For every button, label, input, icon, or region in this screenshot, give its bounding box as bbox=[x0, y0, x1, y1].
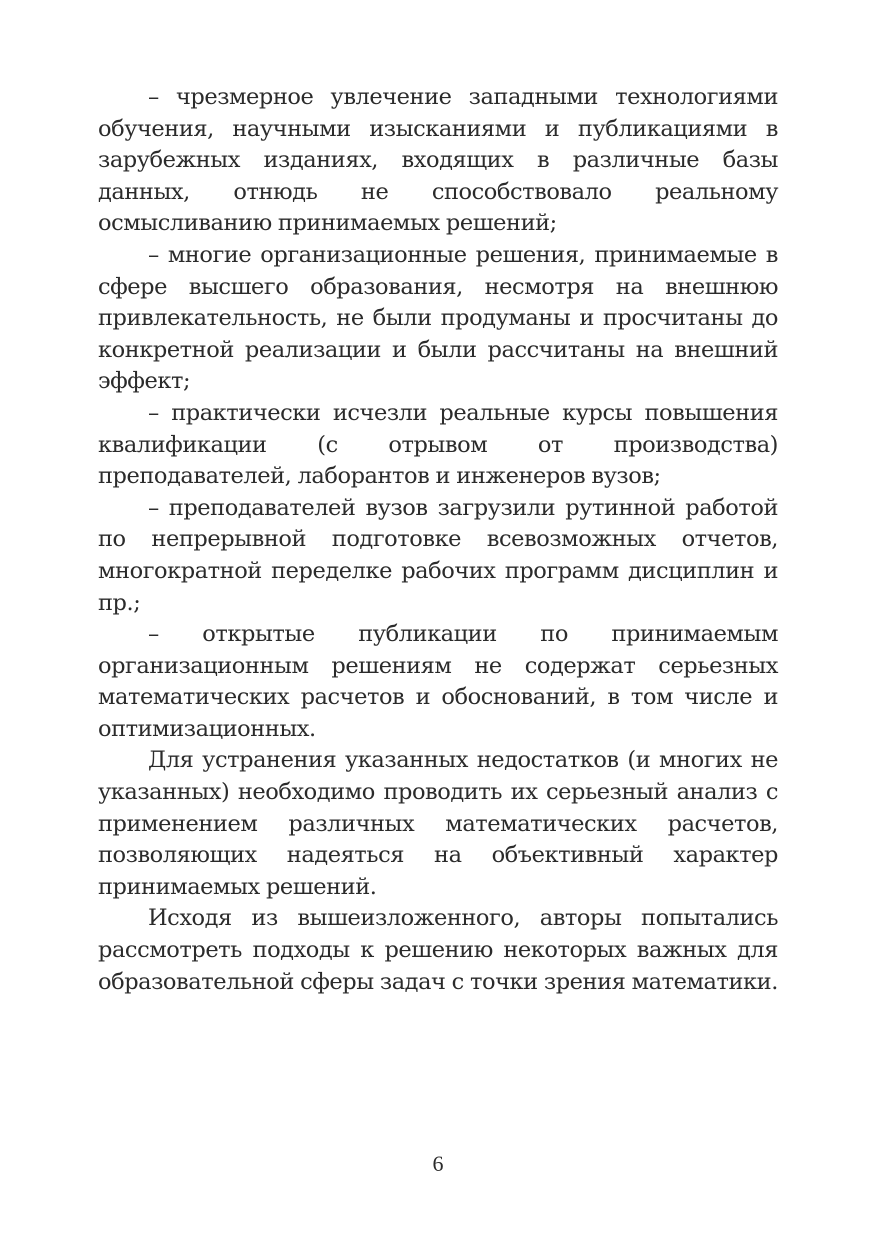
paragraph-authors-approach: Исходя из вышеизложенного, авторы попытались рассмотреть подходы к решению некоторых важных для образовательной сферы задач с точки зрения математики. bbox=[98, 905, 778, 995]
paragraph-open-publications: – открытые публикации по принимаемым организационным решениям не содержат серьезных математических расчетов и обоснований, в том числе и оптимизационных. bbox=[98, 621, 778, 742]
page-number: 6 bbox=[432, 1151, 444, 1176]
paragraph-organizational-decisions: – многие организационные решения, принимаемые в сфере высшего образования, несмотря на внешнюю привлекательность, не были продуманы и просчитаны до конкретной реализации и были рассчитаны на внешний эффект; bbox=[98, 241, 778, 395]
paragraph-western-technologies: – чрезмерное увлечение западными технологиями обучения, научными изысканиями и публикациями в зарубежных изданиях, входящих в различные базы данных, отнюдь не способствовало реальному осмысливанию принимаемых решений; bbox=[98, 84, 778, 237]
paragraph-routine-work: – преподавателей вузов загрузили рутинной работой по непрерывной подготовке всевозможных отчетов, многократной переделке рабочих программ дисциплин и пр.; bbox=[98, 494, 778, 616]
paragraph-eliminating-shortcomings: Для устранения указанных недостатков (и многих не указанных) необходимо проводить их серьезный анализ с применением различных математических расчетов, позволяющих надеяться на объективный характер принимаемых решений. bbox=[98, 747, 778, 900]
paragraph-qualification-courses: – практически исчезли реальные курсы повышения квалификации (с отрывом от производства) преподавателей, лаборантов и инженеров вузов; bbox=[98, 399, 778, 490]
page-body bbox=[98, 82, 778, 998]
